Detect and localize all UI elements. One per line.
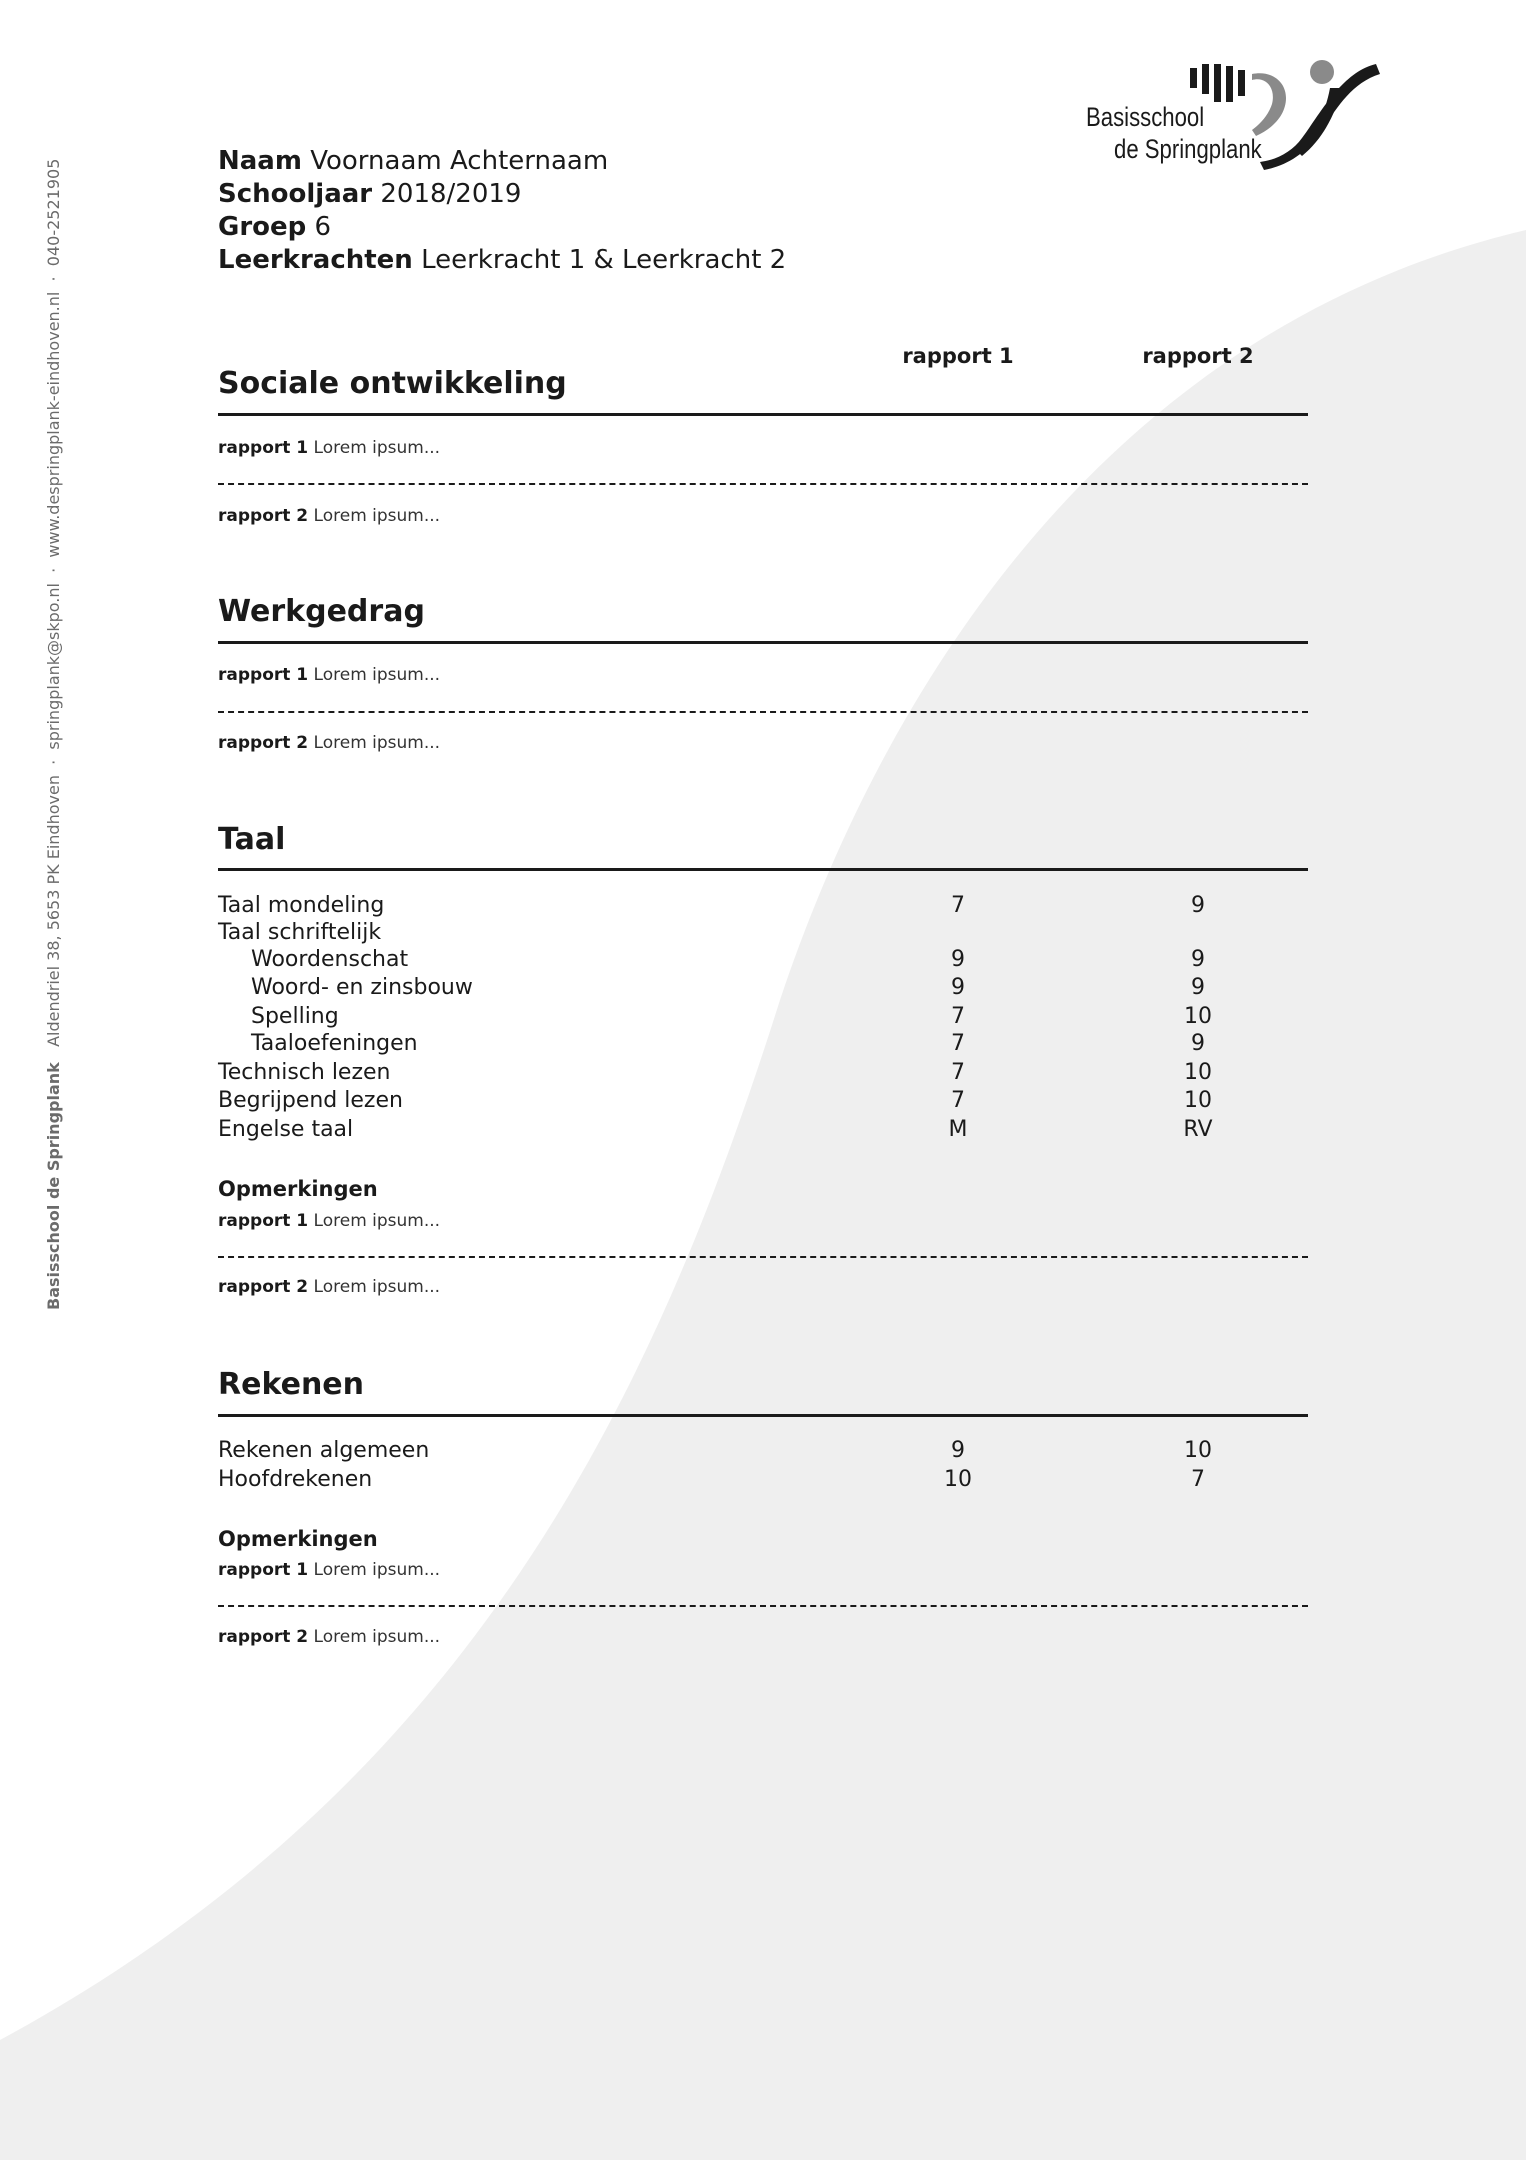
table-row: Begrijpend lezen 7 10 bbox=[218, 1088, 1212, 1113]
table-row: Woordenschat 9 9 bbox=[251, 947, 1205, 972]
section-title-taal: Taal bbox=[218, 822, 286, 857]
rekenen-opmerkingen-title: Opmerkingen bbox=[218, 1527, 378, 1551]
table-row: Taaloefeningen 7 9 bbox=[251, 1031, 1205, 1056]
sociaal-rapport-1: rapport 1 Lorem ipsum... bbox=[218, 438, 441, 458]
column-header-rapport-2: rapport 2 bbox=[1142, 344, 1254, 368]
table-row: Taal schriftelijk bbox=[218, 920, 382, 945]
rekenen-rapport-2: rapport 2 Lorem ipsum... bbox=[218, 1627, 441, 1647]
sidebar-email[interactable]: springplank@skpo.nl bbox=[44, 583, 63, 750]
report-content bbox=[218, 0, 1308, 2160]
table-row: Hoofdrekenen 10 7 bbox=[218, 1467, 1205, 1492]
sidebar-address: Aldendriel 38, 5653 PK Eindhoven bbox=[44, 775, 63, 1047]
werkgedrag-rapport-1: rapport 1 Lorem ipsum... bbox=[218, 665, 441, 685]
sidebar-website[interactable]: www.despringplank-eindhoven.nl bbox=[44, 291, 63, 558]
table-row: Engelse taal M RV bbox=[218, 1117, 1213, 1142]
sidebar-school-name: Basisschool de Springplank bbox=[44, 1062, 63, 1310]
dashed-divider bbox=[218, 1605, 1308, 1607]
logo-line-2: de Springplank bbox=[1114, 134, 1262, 164]
section-title-werkgedrag: Werkgedrag bbox=[218, 594, 425, 629]
section-rule bbox=[218, 413, 1308, 416]
table-row: Taal mondeling 7 9 bbox=[218, 893, 1205, 918]
table-row: Woord- en zinsbouw 9 9 bbox=[251, 975, 1205, 1000]
table-row: Technisch lezen 7 10 bbox=[218, 1060, 1212, 1085]
section-rule bbox=[218, 868, 1308, 871]
taal-rapport-2: rapport 2 Lorem ipsum... bbox=[218, 1277, 441, 1297]
dashed-divider bbox=[218, 483, 1308, 485]
sociaal-rapport-2: rapport 2 Lorem ipsum... bbox=[218, 506, 441, 526]
section-title-sociaal: Sociale ontwikkeling bbox=[218, 366, 567, 401]
dashed-divider bbox=[218, 711, 1308, 713]
info-leerkrachten: Leerkrachten Leerkracht 1 & Leerkracht 2 bbox=[218, 245, 787, 275]
column-header-rapport-1: rapport 1 bbox=[902, 344, 1014, 368]
logo-line-1: Basisschool bbox=[1086, 102, 1205, 132]
info-naam: Naam Voornaam Achternaam bbox=[218, 146, 609, 176]
section-rule bbox=[218, 641, 1308, 644]
student-info bbox=[218, 145, 786, 277]
taal-rapport-1: rapport 1 Lorem ipsum... bbox=[218, 1211, 441, 1231]
section-rule bbox=[218, 1414, 1308, 1417]
dashed-divider bbox=[218, 1256, 1308, 1258]
section-title-rekenen: Rekenen bbox=[218, 1367, 365, 1402]
sidebar-phone: 040-2521905 bbox=[44, 158, 63, 267]
taal-opmerkingen-title: Opmerkingen bbox=[218, 1177, 378, 1201]
werkgedrag-rapport-2: rapport 2 Lorem ipsum... bbox=[218, 733, 441, 753]
info-schooljaar: Schooljaar 2018/2019 bbox=[218, 179, 522, 209]
info-groep: Groep 6 bbox=[218, 212, 332, 242]
table-row: Spelling 7 10 bbox=[251, 1004, 1212, 1029]
rekenen-rapport-1: rapport 1 Lorem ipsum... bbox=[218, 1560, 441, 1580]
sidebar-contact: Basisschool de Springplank Aldendriel 38, 5653 PK Eindhoven · springplank@skpo.nl · www.despringplank-eindhoven.nl · 040-2521905 bbox=[44, 158, 63, 1310]
table-row: Rekenen algemeen 9 10 bbox=[218, 1438, 1212, 1463]
